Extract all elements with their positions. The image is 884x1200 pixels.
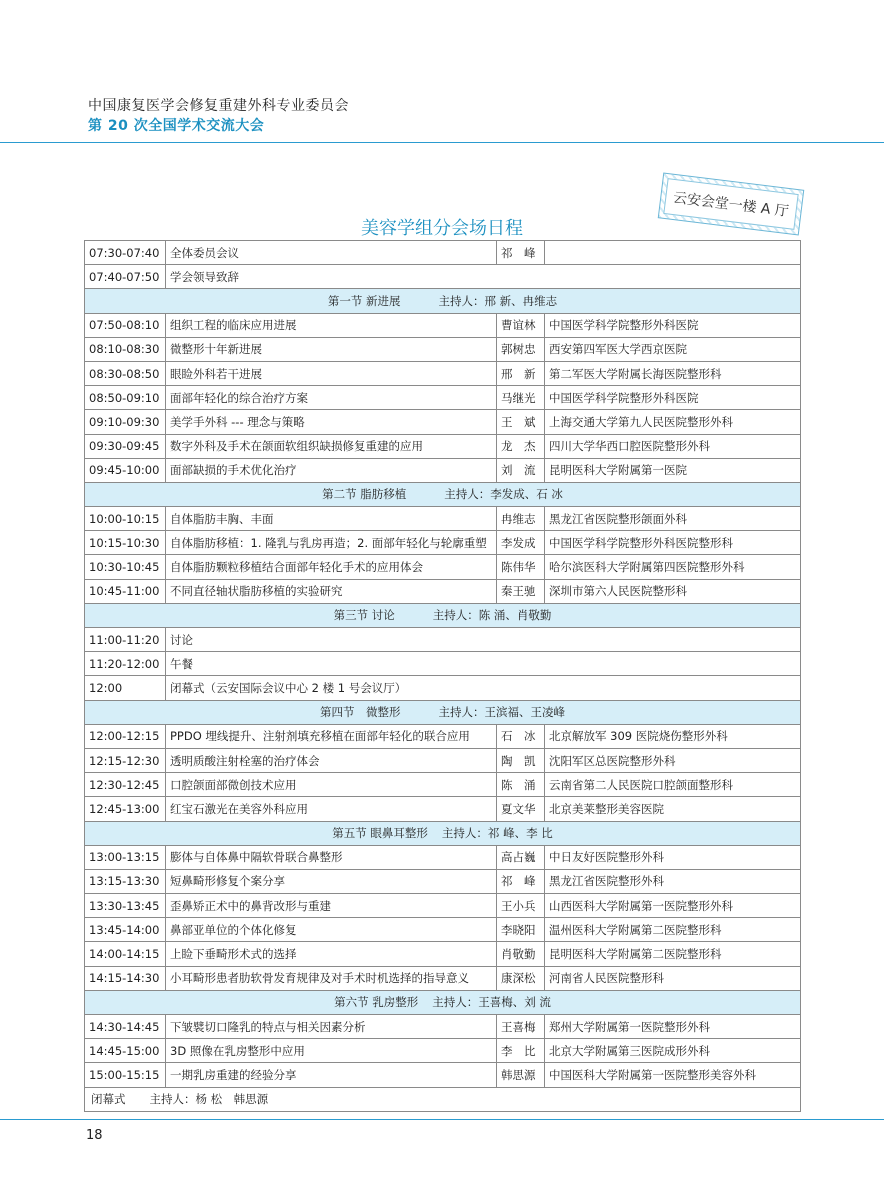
closing-row xyxy=(85,1087,801,1111)
topic-cell: 眼睑外科若干进展 xyxy=(166,361,497,385)
time-cell: 14:15-14:30 xyxy=(85,966,166,990)
speaker-cell: 陈 涌 xyxy=(497,773,545,797)
affiliation-cell: 上海交通大学第九人民医院整形外科 xyxy=(545,410,801,434)
topic-cell: 3D 照像在乳房整形中应用 xyxy=(166,1039,497,1063)
affiliation-cell: 北京美莱整形美容医院 xyxy=(545,797,801,821)
time-cell: 15:00-15:15 xyxy=(85,1063,166,1087)
table-row xyxy=(85,845,801,869)
topic-cell: 一期乳房重建的经验分享 xyxy=(166,1063,497,1087)
time-cell: 13:45-14:00 xyxy=(85,918,166,942)
topic-cell: 口腔颌面部微创技术应用 xyxy=(166,773,497,797)
topic-cell: 闭幕式（云安国际会议中心 2 楼 1 号会议厅） xyxy=(166,676,801,700)
topic-cell: 下皱襞切口隆乳的特点与相关因素分析 xyxy=(166,1015,497,1039)
speaker-cell: 王喜梅 xyxy=(497,1015,545,1039)
table-row xyxy=(85,894,801,918)
affiliation-cell xyxy=(545,241,801,265)
schedule-title: 美容学组分会场日程 xyxy=(361,218,523,239)
section-label: 第四节 微整形 xyxy=(320,705,401,720)
speaker-cell: 康深松 xyxy=(497,966,545,990)
time-cell: 12:45-13:00 xyxy=(85,797,166,821)
section-header xyxy=(85,289,801,313)
closing-label: 闭幕式 xyxy=(91,1092,126,1107)
speaker-cell: 李 比 xyxy=(497,1039,545,1063)
closing-host: 主持人：杨 松 韩思源 xyxy=(149,1092,269,1107)
affiliation-cell: 深圳市第六人民医院整形科 xyxy=(545,579,801,603)
time-cell: 09:30-09:45 xyxy=(85,434,166,458)
table-row xyxy=(85,748,801,772)
affiliation-cell: 云南省第二人民医院口腔颌面整形科 xyxy=(545,773,801,797)
time-cell: 10:30-10:45 xyxy=(85,555,166,579)
affiliation-cell: 郑州大学附属第一医院整形外科 xyxy=(545,1015,801,1039)
table-row xyxy=(85,1015,801,1039)
time-cell: 08:50-09:10 xyxy=(85,386,166,410)
topic-cell: 红宝石激光在美容外科应用 xyxy=(166,797,497,821)
table-row xyxy=(85,507,801,531)
affiliation-cell: 第二军医大学附属长海医院整形科 xyxy=(545,361,801,385)
affiliation-cell: 中国医学科学院整形外科医院整形科 xyxy=(545,531,801,555)
section-header xyxy=(85,482,801,506)
table-row xyxy=(85,555,801,579)
affiliation-cell: 沈阳军区总医院整形外科 xyxy=(545,748,801,772)
table-row xyxy=(85,265,801,289)
affiliation-cell: 中日友好医院整形外科 xyxy=(545,845,801,869)
time-cell: 08:30-08:50 xyxy=(85,361,166,385)
topic-cell: PPDO 埋线提升、注射剂填充移植在面部年轻化的联合应用 xyxy=(166,724,497,748)
table-row xyxy=(85,434,801,458)
topic-cell: 自体脂肪颗粒移植结合面部年轻化手术的应用体会 xyxy=(166,555,497,579)
affiliation-cell: 河南省人民医院整形科 xyxy=(545,966,801,990)
topic-cell: 上睑下垂畸形术式的选择 xyxy=(166,942,497,966)
time-cell: 13:00-13:15 xyxy=(85,845,166,869)
table-row xyxy=(85,724,801,748)
time-cell: 12:30-12:45 xyxy=(85,773,166,797)
time-cell: 13:30-13:45 xyxy=(85,894,166,918)
table-row xyxy=(85,918,801,942)
speaker-cell: 秦王驰 xyxy=(497,579,545,603)
section-label: 第一节 新进展 xyxy=(327,293,401,308)
speaker-cell: 王 斌 xyxy=(497,410,545,434)
table-row xyxy=(85,313,801,337)
speaker-cell: 石 冰 xyxy=(497,724,545,748)
topic-cell: 鼻部亚单位的个体化修复 xyxy=(166,918,497,942)
table-row xyxy=(85,869,801,893)
time-cell: 11:00-11:20 xyxy=(85,628,166,652)
header-divider xyxy=(0,142,884,143)
time-cell: 08:10-08:30 xyxy=(85,337,166,361)
topic-cell: 学会领导致辞 xyxy=(166,265,801,289)
affiliation-cell: 昆明医科大学附属第二医院整形科 xyxy=(545,942,801,966)
topic-cell: 面部缺损的手术优化治疗 xyxy=(166,458,497,482)
time-cell: 10:45-11:00 xyxy=(85,579,166,603)
topic-cell: 全体委员会议 xyxy=(166,241,497,265)
time-cell: 14:30-14:45 xyxy=(85,1015,166,1039)
speaker-cell: 刘 流 xyxy=(497,458,545,482)
topic-cell: 不同直径轴状脂肪移植的实验研究 xyxy=(166,579,497,603)
table-row xyxy=(85,773,801,797)
time-cell: 07:40-07:50 xyxy=(85,265,166,289)
table-row xyxy=(85,797,801,821)
header-organization: 中国康复医学会修复重建外科专业委员会 xyxy=(88,98,349,114)
table-row xyxy=(85,579,801,603)
topic-cell: 美学手外科 --- 理念与策略 xyxy=(166,410,497,434)
table-row xyxy=(85,942,801,966)
time-cell: 07:30-07:40 xyxy=(85,241,166,265)
table-row xyxy=(85,1063,801,1087)
speaker-cell: 肖敬勤 xyxy=(497,942,545,966)
affiliation-cell: 温州医科大学附属第二医院整形科 xyxy=(545,918,801,942)
topic-cell: 面部年轻化的综合治疗方案 xyxy=(166,386,497,410)
topic-cell: 组织工程的临床应用进展 xyxy=(166,313,497,337)
section-header xyxy=(85,990,801,1014)
table-row xyxy=(85,628,801,652)
topic-cell: 短鼻畸形修复个案分享 xyxy=(166,869,497,893)
speaker-cell: 郭树忠 xyxy=(497,337,545,361)
speaker-cell: 马继光 xyxy=(497,386,545,410)
time-cell: 11:20-12:00 xyxy=(85,652,166,676)
section-host: 主持人：王喜梅、刘 流 xyxy=(432,995,551,1010)
affiliation-cell: 哈尔滨医科大学附属第四医院整形外科 xyxy=(545,555,801,579)
topic-cell: 微整形十年新进展 xyxy=(166,337,497,361)
time-cell: 12:00-12:15 xyxy=(85,724,166,748)
venue-label: 云安会堂一楼 A 厅 xyxy=(663,178,798,230)
section-label: 第五节 眼鼻耳整形 xyxy=(332,826,428,841)
page-number: 18 xyxy=(86,1128,103,1143)
topic-cell: 透明质酸注射栓塞的治疗体会 xyxy=(166,748,497,772)
affiliation-cell: 北京大学附属第三医院成形外科 xyxy=(545,1039,801,1063)
affiliation-cell: 中国医学科学院整形外科医院 xyxy=(545,313,801,337)
time-cell: 10:00-10:15 xyxy=(85,507,166,531)
header-conference: 第 20 次全国学术交流大会 xyxy=(88,118,265,134)
affiliation-cell: 中国医科大学附属第一医院整形美容外科 xyxy=(545,1063,801,1087)
table-row xyxy=(85,966,801,990)
section-host: 主持人：李发成、石 冰 xyxy=(444,487,563,502)
speaker-cell: 韩思源 xyxy=(497,1063,545,1087)
table-row xyxy=(85,410,801,434)
time-cell: 12:00 xyxy=(85,676,166,700)
topic-cell: 自体脂肪丰胸、丰面 xyxy=(166,507,497,531)
affiliation-cell: 黑龙江省医院整形颌面外科 xyxy=(545,507,801,531)
section-host: 主持人：邢 新、冉维志 xyxy=(438,293,558,308)
topic-cell: 讨论 xyxy=(166,628,801,652)
section-header xyxy=(85,700,801,724)
affiliation-cell: 山西医科大学附属第一医院整形外科 xyxy=(545,894,801,918)
speaker-cell: 王小兵 xyxy=(497,894,545,918)
section-header xyxy=(85,603,801,627)
table-row xyxy=(85,676,801,700)
speaker-cell: 李晓阳 xyxy=(497,918,545,942)
affiliation-cell: 四川大学华西口腔医院整形外科 xyxy=(545,434,801,458)
speaker-cell: 高占巍 xyxy=(497,845,545,869)
speaker-cell: 夏文华 xyxy=(497,797,545,821)
topic-cell: 数字外科及手术在颌面软组织缺损修复重建的应用 xyxy=(166,434,497,458)
speaker-cell: 邢 新 xyxy=(497,361,545,385)
time-cell: 09:10-09:30 xyxy=(85,410,166,434)
schedule-table xyxy=(84,240,801,1112)
section-host: 主持人：陈 涌、肖敬勤 xyxy=(432,608,552,623)
table-row xyxy=(85,337,801,361)
time-cell: 12:15-12:30 xyxy=(85,748,166,772)
table-row xyxy=(85,241,801,265)
speaker-cell: 陶 凯 xyxy=(497,748,545,772)
section-label: 第三节 讨论 xyxy=(333,608,395,623)
affiliation-cell: 黑龙江省医院整形外科 xyxy=(545,869,801,893)
section-label: 第二节 脂肪移植 xyxy=(322,487,407,502)
topic-cell: 自体脂肪移植：1. 隆乳与乳房再造；2. 面部年轻化与轮廓重塑 xyxy=(166,531,497,555)
speaker-cell: 祁 峰 xyxy=(497,869,545,893)
footer-divider xyxy=(0,1119,884,1120)
topic-cell: 歪鼻矫正术中的鼻背改形与重建 xyxy=(166,894,497,918)
topic-cell: 午餐 xyxy=(166,652,801,676)
table-row xyxy=(85,361,801,385)
time-cell: 13:15-13:30 xyxy=(85,869,166,893)
table-row xyxy=(85,386,801,410)
affiliation-cell: 中国医学科学院整形外科医院 xyxy=(545,386,801,410)
speaker-cell: 李发成 xyxy=(497,531,545,555)
time-cell: 14:00-14:15 xyxy=(85,942,166,966)
time-cell: 10:15-10:30 xyxy=(85,531,166,555)
time-cell: 14:45-15:00 xyxy=(85,1039,166,1063)
table-row xyxy=(85,531,801,555)
time-cell: 09:45-10:00 xyxy=(85,458,166,482)
affiliation-cell: 西安第四军医大学西京医院 xyxy=(545,337,801,361)
speaker-cell: 陈伟华 xyxy=(497,555,545,579)
topic-cell: 小耳畸形患者肋软骨发育规律及对手术时机选择的指导意义 xyxy=(166,966,497,990)
section-host: 主持人：王滨福、王凌峰 xyxy=(438,705,565,720)
section-header xyxy=(85,821,801,845)
affiliation-cell: 北京解放军 309 医院烧伤整形外科 xyxy=(545,724,801,748)
table-row xyxy=(85,458,801,482)
speaker-cell: 曹谊林 xyxy=(497,313,545,337)
table-row xyxy=(85,652,801,676)
topic-cell: 膨体与自体鼻中隔软骨联合鼻整形 xyxy=(166,845,497,869)
affiliation-cell: 昆明医科大学附属第一医院 xyxy=(545,458,801,482)
section-host: 主持人：祁 峰、李 比 xyxy=(441,826,553,841)
speaker-cell: 龙 杰 xyxy=(497,434,545,458)
table-row xyxy=(85,1039,801,1063)
speaker-cell: 祁 峰 xyxy=(497,241,545,265)
section-label: 第六节 乳房整形 xyxy=(334,995,419,1010)
speaker-cell: 冉维志 xyxy=(497,507,545,531)
time-cell: 07:50-08:10 xyxy=(85,313,166,337)
